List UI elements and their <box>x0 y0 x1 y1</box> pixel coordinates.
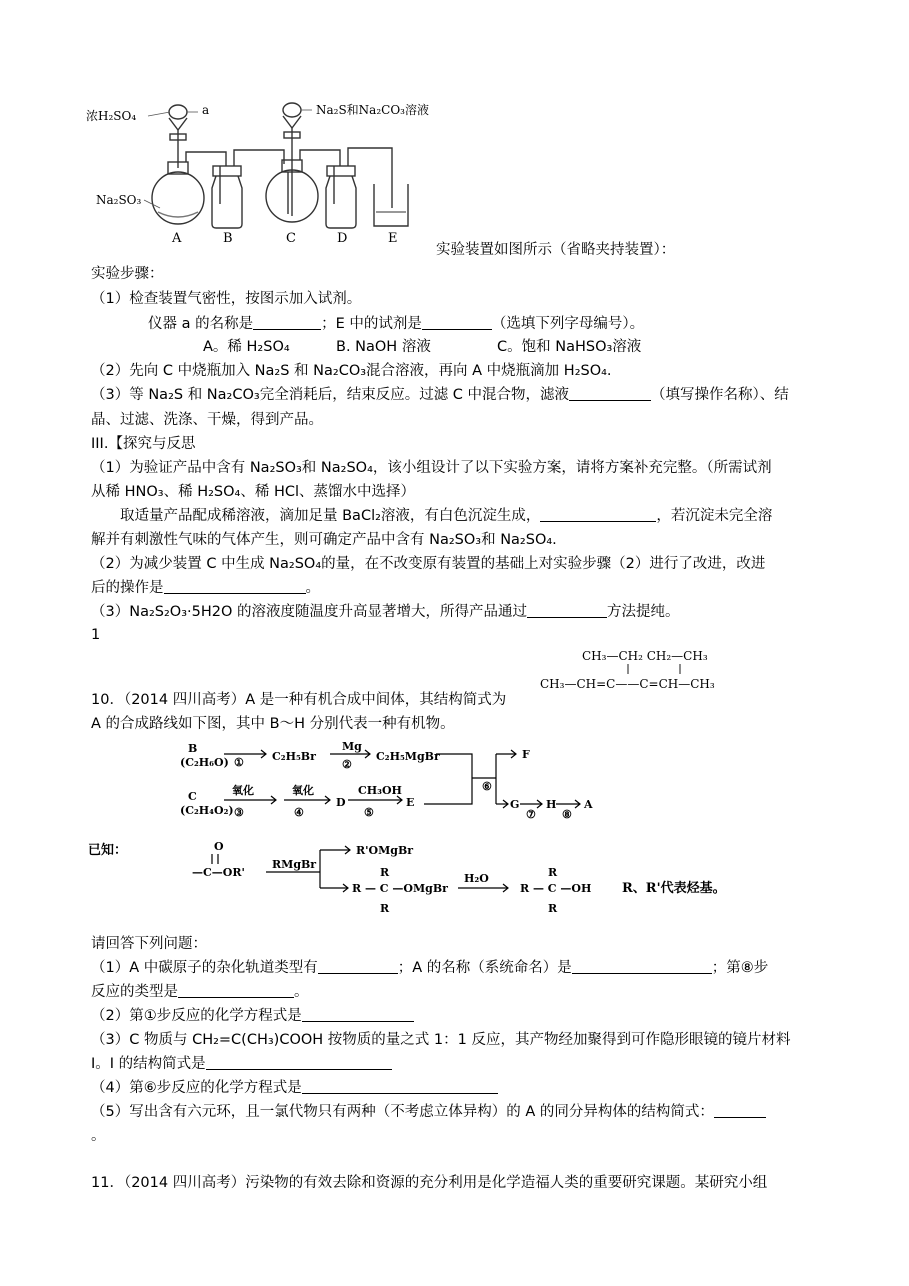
route-g: G <box>510 798 520 811</box>
route-step-4: ④ <box>294 806 304 819</box>
known-rmgbr: RMgBr <box>272 858 317 871</box>
known-h2o: H₂O <box>464 872 489 885</box>
q10-part-2: （2）第①步反应的化学方程式是 <box>91 1005 414 1027</box>
q10-intro: 10．（2014 四川高考）A 是一种有机合成中间体，其结构简式为 <box>91 692 507 708</box>
known-ester: —C—OR' <box>192 866 245 879</box>
label-h2so4: 浓H₂SO₄ <box>86 109 137 123</box>
step-2: （2）先向 C 中烧瓶加入 Na₂S 和 Na₂CO₃混合溶液，再向 A 中烧瓶滴加 H₂SO₄. <box>91 363 612 379</box>
known-ester-o: O <box>214 840 224 853</box>
q10-part-5-end: 。 <box>91 1128 106 1144</box>
known-reaction <box>88 836 728 920</box>
label-solution: Na₂S和Na₂CO₃溶液 <box>316 103 429 117</box>
reflect-3: （3）Na₂S₂O₃·5H2O 的溶液度随温度升高显著增大，所得产品通过 方法提纯。 <box>91 604 680 620</box>
q10-ask: 请回答下列问题： <box>91 936 207 952</box>
known-int-r-bottom: R <box>380 902 390 915</box>
route-c: C <box>188 790 197 803</box>
steps-title: 实验步骤： <box>91 266 164 282</box>
route-c2h5br: C₂H₅Br <box>272 750 316 763</box>
structure-top: CH₃—CH₂ CH₂—CH₃ <box>582 649 708 663</box>
route-f: F <box>522 748 530 761</box>
route-step-7: ⑦ <box>526 808 536 821</box>
option-c: C。饱和 NaHSO₃溶液 <box>497 339 642 355</box>
letter-b: B <box>223 231 233 246</box>
route-step-3: ③ <box>234 806 244 819</box>
known-int-mid: R — C —OMgBr <box>352 882 448 895</box>
answer-blank <box>714 1103 766 1118</box>
reflect-1: （1）为验证产品中含有 Na₂SO₃和 Na₂SO₄，该小组设计了以下实验方案，请将方案补充完整。（所需试剂 <box>91 460 772 476</box>
a-structure <box>536 644 776 694</box>
section-iii: III.【探究与反思 <box>91 436 196 452</box>
route-step-8: ⑧ <box>562 808 572 821</box>
q10-part-4: （4）第⑥步反应的化学方程式是 <box>91 1077 498 1099</box>
route-ch3oh: CH₃OH <box>358 784 402 797</box>
route-step-2: ② <box>342 758 352 771</box>
answer-blank <box>318 959 398 974</box>
answer-blank <box>569 386 651 401</box>
route-c-formula: (C₂H₄O₂) <box>180 804 234 817</box>
synthesis-route <box>180 738 620 824</box>
q10-intro-line2: A 的合成路线如下图，其中 B～H 分别代表一种有机物。 <box>91 716 455 732</box>
known-label: 已知： <box>88 843 128 858</box>
route-b: B <box>188 742 198 755</box>
known-alc-mid: R — C —OH <box>520 882 592 895</box>
q11-intro: 11．（2014 四川高考）污染物的有效去除和资源的充分利用是化学造福人类的重要研究课题。某研究小组 <box>91 1175 768 1191</box>
option-b: B. NaOH 溶液 <box>336 339 431 355</box>
page-number: 1 <box>91 627 101 643</box>
route-oxidize-2: 氧化 <box>292 784 314 797</box>
answer-blank <box>540 507 656 522</box>
option-a: A。稀 H₂SO₄ <box>203 339 290 355</box>
letter-e: E <box>388 231 398 246</box>
step-3: （3）等 Na₂S 和 Na₂CO₃完全消耗后，结束反应。过滤 C 中混合物，滤液 （填写操作名称）、结 <box>91 387 789 403</box>
q10-part-3-line2: I。I 的结构简式是 <box>91 1053 392 1075</box>
route-mg: Mg <box>342 740 362 753</box>
answer-blank <box>572 959 712 974</box>
reflect-2-line2: 后的操作是 。 <box>91 580 320 596</box>
reflect-1-line2: 从稀 HNO₃、稀 H₂SO₄、稀 HCl、蒸馏水中选择） <box>91 484 416 500</box>
q10-part-5: （5）写出含有六元环，且一氯代物只有两种（不考虑立体异构）的 A 的同分异构体的结构简式： <box>91 1101 766 1123</box>
reflect-1-body: 取适量产品配成稀溶液，滴加足量 BaCl₂溶液，有白色沉淀生成， ，若沉淀未完全溶 <box>120 508 773 524</box>
route-h: H <box>546 798 557 811</box>
route-oxidize-1: 氧化 <box>232 784 254 797</box>
known-product-1: R'OMgBr <box>356 844 414 857</box>
label-a: a <box>202 103 210 117</box>
q10-part-1-line2: 反应的类型是 。 <box>91 984 309 1000</box>
step-1: （1）检查装置气密性，按图示加入试剂。 <box>91 291 362 307</box>
route-step-6: ⑥ <box>482 780 492 793</box>
answer-blank <box>164 579 306 594</box>
answer-blank <box>206 1055 392 1070</box>
q10-part-1: （1）A 中碳原子的杂化轨道类型有 ；A 的名称（系统命名）是 ；第⑧步 <box>91 960 769 976</box>
route-c2h5mgbr: C₂H₅MgBr <box>376 750 440 763</box>
letter-c: C <box>286 231 296 246</box>
structure-bottom: CH₃—CH=C——C=CH—CH₃ <box>540 677 715 691</box>
known-alc-r-top: R <box>548 866 558 879</box>
answer-blank <box>302 1007 414 1022</box>
label-na2so3: Na₂SO₃ <box>96 193 142 207</box>
known-note: R、R'代表烃基。 <box>622 881 726 896</box>
reflect-2: （2）为减少装置 C 中生成 Na₂SO₄的量，在不改变原有装置的基础上对实验步骤（2）进行了改进，改进 <box>91 556 766 572</box>
route-step-5: ⑤ <box>364 806 374 819</box>
letter-a: A <box>172 231 182 246</box>
route-e: E <box>406 796 415 809</box>
answer-blank <box>178 983 294 998</box>
q10-part-3: （3）C 物质与 CH₂=C(CH₃)COOH 按物质的量之式 1：1 反应，其产物经加聚得到可作隐形眼镜的镜片材料 <box>91 1032 791 1048</box>
step-3-line2: 晶、过滤、洗涤、干燥，得到产品。 <box>91 412 323 428</box>
letter-d: D <box>337 231 348 246</box>
step-1a: 仪器 a 的名称是 ；E 中的试剂是 （选填下列字母编号）。 <box>148 316 645 332</box>
route-b-formula: (C₂H₆O) <box>180 756 229 769</box>
route-step-1: ① <box>234 756 244 769</box>
apparatus-diagram <box>86 96 436 246</box>
reflect-1-body-line2: 解并有刺激性气味的气体产生，则可确定产品中含有 Na₂SO₃和 Na₂SO₄. <box>91 532 557 548</box>
route-a: A <box>584 798 593 811</box>
known-int-r-top: R <box>380 866 390 879</box>
answer-blank <box>527 603 607 618</box>
answer-blank <box>422 315 492 330</box>
apparatus-caption: 实验装置如图所示（省略夹持装置）： <box>436 242 676 258</box>
route-d: D <box>336 796 346 809</box>
answer-blank <box>302 1079 498 1094</box>
answer-blank <box>253 315 321 330</box>
known-alc-r-bottom: R <box>548 902 558 915</box>
